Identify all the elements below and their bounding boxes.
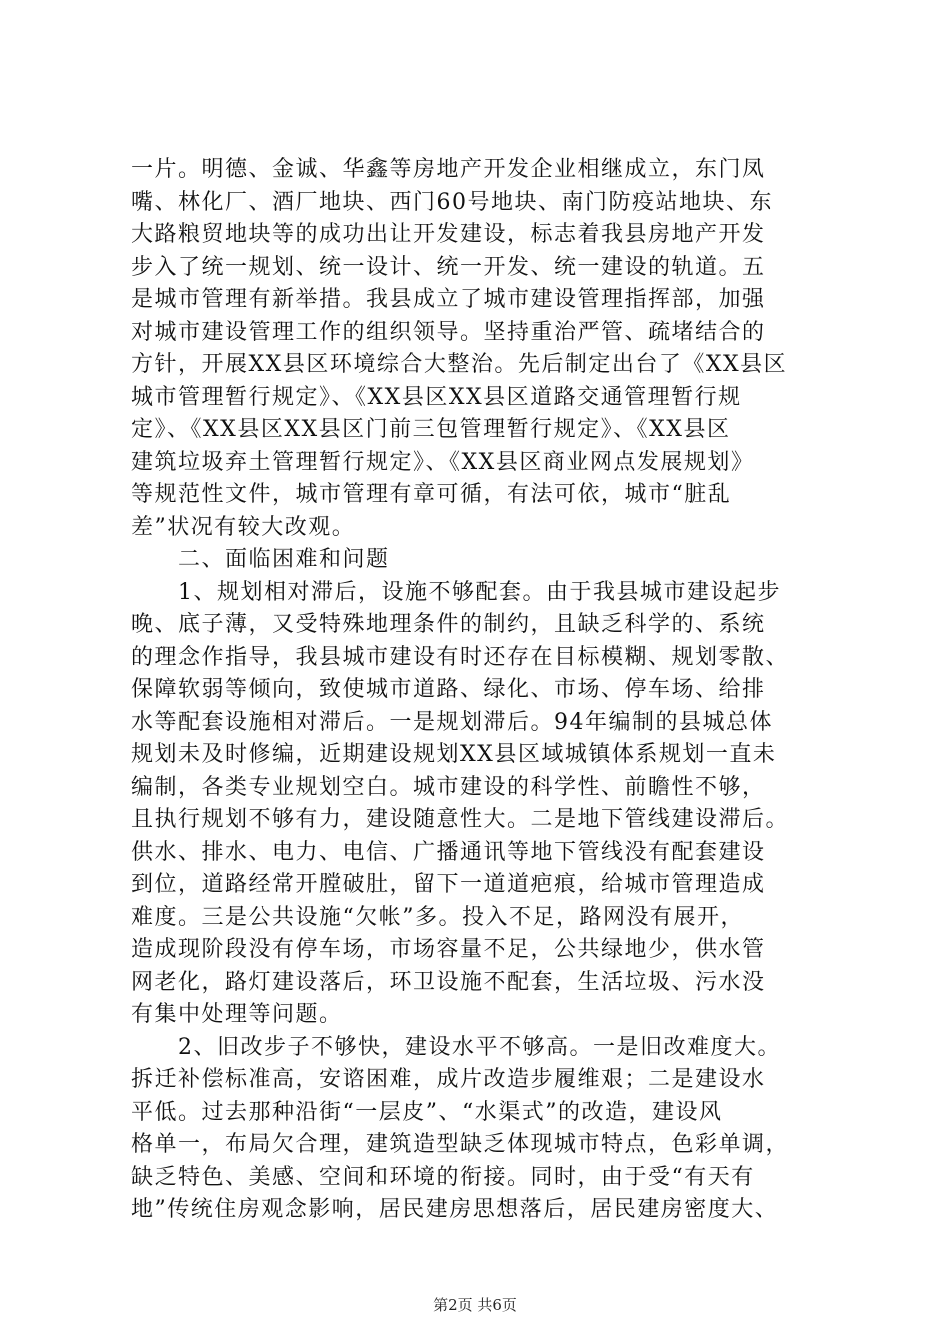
text-line: 二、面临困难和问题 <box>131 547 390 572</box>
text-line: 等规范性文件，城市管理有章可循，有法可依，城市“脏乱 <box>131 482 732 507</box>
text-line: 难度。三是公共设施“欠帐”多。投入不足，路网没有展开， <box>131 904 744 930</box>
text-line: 建筑垃圾弃土管理暂行规定》、《XX县区商业网点发展规划》 <box>131 449 755 475</box>
text-line: 1、规划相对滞后，设施不够配套。由于我县城市建设起步 <box>131 579 781 605</box>
text-line: 拆迁补偿标准高，安谘困难，成片改造步履维艰；二是建设水 <box>131 1067 766 1092</box>
text-line: 水等配套设施相对滞后。一是规划滞后。94年编制的县城总体 <box>131 709 773 735</box>
text-line: 城市管理暂行规定》、《XX县区XX县区道路交通管理暂行规 <box>131 384 742 410</box>
page-number: 第2页 共6页 <box>433 1296 517 1314</box>
text-line: 网老化，路灯建设落后，环卫设施不配套，生活垃圾、污水没 <box>131 969 766 995</box>
text-line: 造成现阶段没有停车场，市场容量不足，公共绿地少，供水管 <box>131 937 766 962</box>
text-line: 的理念作指导，我县城市建设有时还存在目标模糊、规划零散、 <box>131 644 790 670</box>
text-line: 一片。明德、金诚、华鑫等房地产开发企业相继成立，东门凤 <box>131 157 766 182</box>
text-line: 地”传统住房观念影响，居民建房思想落后，居民建房密度大、 <box>131 1197 779 1222</box>
document-body <box>131 154 831 1227</box>
text-line: 步入了统一规划、统一设计、统一开发、统一建设的轨道。五 <box>131 254 766 280</box>
text-line: 编制，各类专业规划空白。城市建设的科学性、前瞻性不够， <box>131 774 766 800</box>
text-line: 到位，道路经常开膛破肚，留下一道道疤痕，给城市管理造成 <box>131 872 766 897</box>
text-line: 嘴、林化厂、酒厂地块、西门60号地块、南门防疫站地块、东 <box>131 189 773 215</box>
text-line: 晚、底子薄，又受特殊地理条件的制约，且缺乏科学的、系统 <box>131 612 766 637</box>
text-line: 是城市管理有新举措。我县成立了城市建设管理指挥部，加强 <box>131 287 766 312</box>
text-line: 格单一，布局欠合理，建筑造型缺乏体现城市特点，色彩单调， <box>131 1132 790 1157</box>
text-line: 大路粮贸地块等的成功出让开发建设，标志着我县房地产开发 <box>131 222 766 247</box>
text-line: 供水、排水、电力、电信、广播通讯等地下管线没有配套建设 <box>131 839 766 865</box>
text-line: 平低。过去那种沿街“一层皮”、“水渠式”的改造，建设风 <box>131 1099 723 1125</box>
text-line: 有集中处理等问题。 <box>131 1002 343 1027</box>
text-line: 缺乏特色、美感、空间和环境的衔接。同时，由于受“有天有 <box>131 1164 755 1190</box>
text-line: 差”状况有较大改观。 <box>131 514 356 540</box>
text-line: 对城市建设管理工作的组织领导。坚持重治严管、疏堵结合的 <box>131 319 766 345</box>
text-line: 定》、《XX县区XX县区门前三包管理暂行规定》、《XX县区 <box>131 417 731 442</box>
text-line: 方针，开展XX县区环境综合大整治。先后制定出台了《XX县区 <box>131 352 788 377</box>
text-line: 规划未及时修编，近期建设规划XX县区域城镇体系规划一直未 <box>131 742 777 767</box>
text-line: 2、旧改步子不够快，建设水平不够高。一是旧改难度大。 <box>131 1034 781 1060</box>
text-line: 且执行规划不够有力，建设随意性大。二是地下管线建设滞后。 <box>131 807 790 832</box>
text-line: 保障软弱等倾向，致使城市道路、绿化、市场、停车场、给排 <box>131 677 766 702</box>
